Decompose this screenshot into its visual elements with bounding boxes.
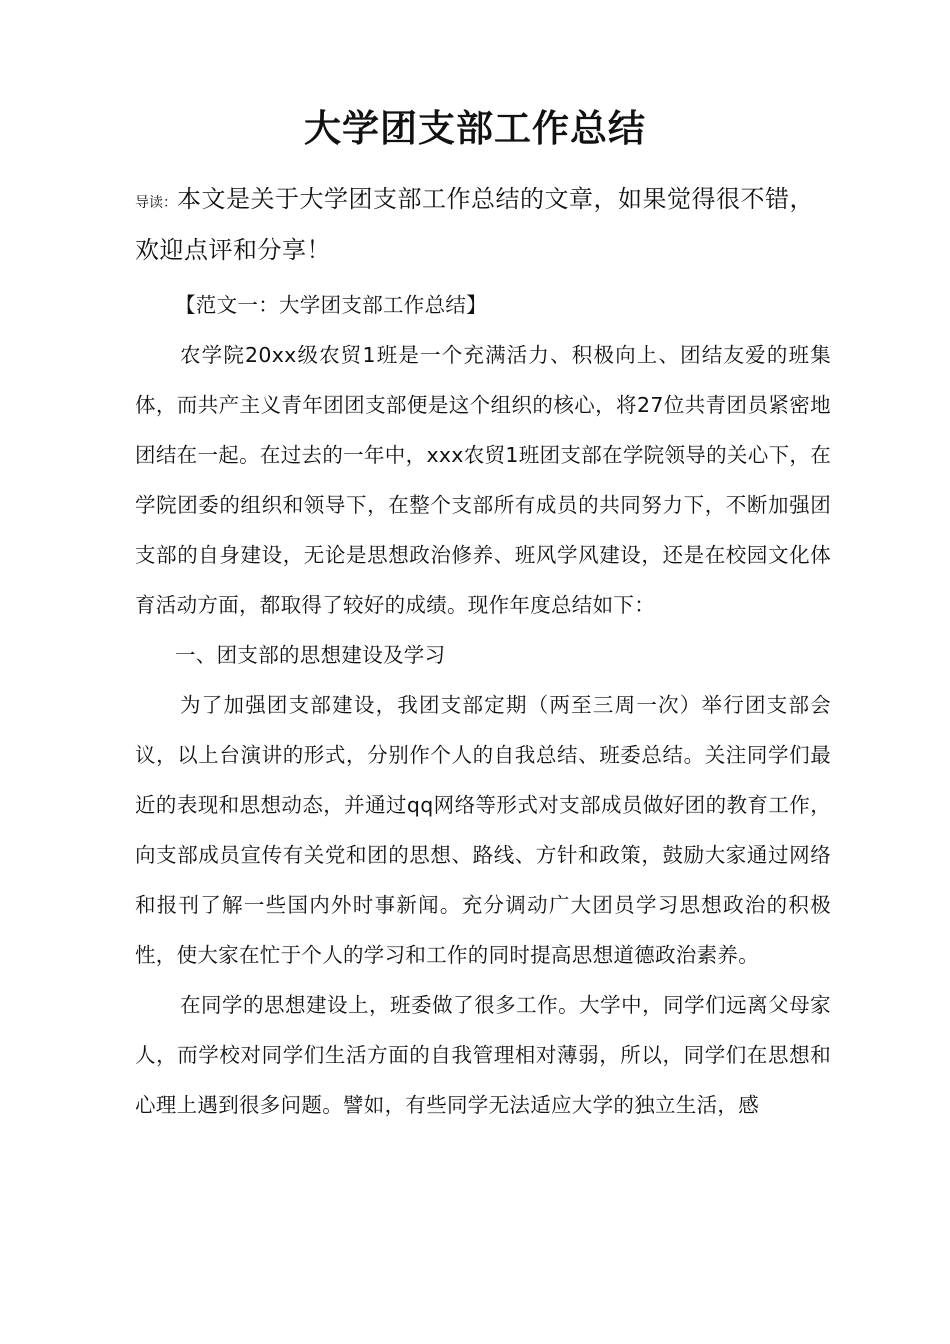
paragraph-3: 在同学的思想建设上，班委做了很多工作。大学中，同学们远离父母家人，而学校对同学们生活方面的自我管理相对薄弱，所以，同学们在思想和心理上遇到很多问题。譬如，有些同学无法适应大学的独立生活，感 bbox=[135, 993, 831, 1117]
paragraph-1: 农学院20xx级农贸1班是一个充满活力、积极向上、团结友爱的班集体，而共产主义青年团团支部便是这个组织的核心，将27位共青团员紧密地团结在一起。在过去的一年中，xxx农贸1班团支部在学院领导的关心下，在学院团委的组织和领导下，在整个支部所有成员的共同努力下，不断加强团支部的自身建设，无论是思想政治修养、班风学风建设，还是在校园文化体育活动方面，都取得了较好的成绩。现作年度总结如下： bbox=[135, 343, 831, 617]
section-heading-1: 一、团支部的思想建设及学习 bbox=[175, 643, 446, 667]
intro-text: 本文是关于大学团支部工作总结的文章，如果觉得很不错，欢迎点评和分享！ bbox=[135, 185, 814, 264]
intro-paragraph bbox=[135, 176, 835, 274]
document-title: 大学团支部工作总结 bbox=[304, 107, 646, 150]
document-body bbox=[135, 280, 831, 1130]
paragraph-2: 为了加强团支部建设，我团支部定期（两至三周一次）举行团支部会议，以上台演讲的形式，分别作个人的自我总结、班委总结。关注同学们最近的表现和思想动态，并通过qq网络等形式对支部成员做好团的教育工作，向支部成员宣传有关党和团的思想、路线、方针和政策，鼓励大家通过网络和报刊了解一些国内外时事新闻。充分调动广大团员学习思想政治的积极性，使大家在忙于个人的学习和工作的同时提高思想道德政治素养。 bbox=[135, 693, 831, 967]
intro-lead-label: 导读： bbox=[135, 195, 177, 211]
section-label: 【范文一：大学团支部工作总结】 bbox=[175, 293, 487, 317]
